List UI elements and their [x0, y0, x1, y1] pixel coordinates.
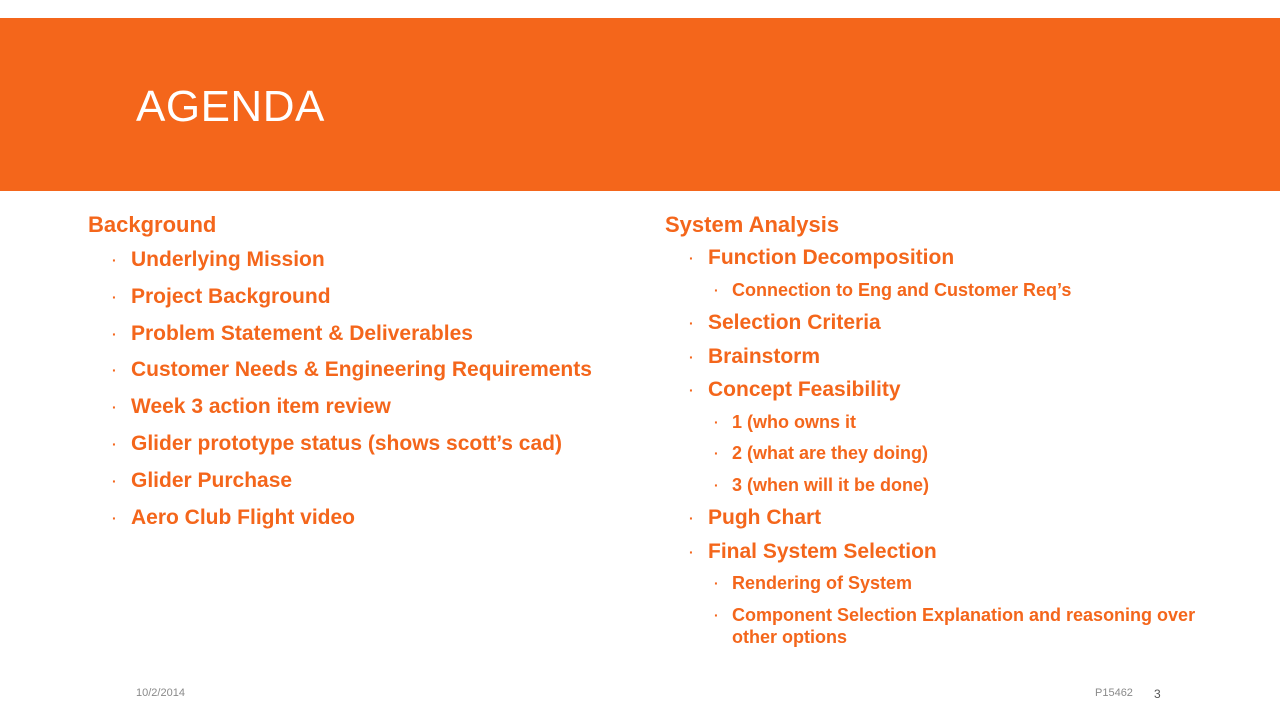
- bullet-icon: ·: [689, 510, 694, 526]
- bullet-icon: ·: [112, 362, 117, 379]
- bullet-icon: ·: [714, 281, 719, 298]
- bullet-icon: ·: [112, 472, 117, 489]
- agenda-subitem-label: Component Selection Explanation and reasoning over other options: [732, 604, 1196, 647]
- agenda-item-label: Function Decomposition: [708, 246, 955, 269]
- agenda-item-label: Final System Selection: [708, 539, 937, 563]
- agenda-item-label: Selection Criteria: [708, 311, 881, 334]
- background-heading: Background: [88, 212, 217, 237]
- agenda-item: [665, 377, 1245, 403]
- agenda-item-label: Glider Purchase: [131, 468, 293, 492]
- agenda-item-label: Customer Needs & Engineering Requirements: [131, 358, 592, 382]
- bullet-icon: ·: [112, 435, 117, 452]
- agenda-subitem-label: Connection to Eng and Customer Req’s: [732, 279, 1072, 300]
- agenda-item-label: Aero Club Flight video: [131, 505, 355, 529]
- agenda-subitem-label: 2 (what are they doing): [732, 443, 929, 463]
- agenda-subitem-label: 1 (who owns it: [732, 411, 856, 432]
- agenda-item: [88, 505, 648, 531]
- agenda-item: [665, 539, 1245, 565]
- bullet-icon: ·: [689, 250, 694, 266]
- agenda-item: [88, 357, 648, 383]
- bullet-icon: ·: [714, 575, 719, 591]
- bullet-icon: ·: [112, 288, 117, 305]
- agenda-item: [665, 310, 1245, 336]
- bullet-icon: ·: [112, 252, 117, 268]
- bullet-icon: ·: [689, 543, 694, 560]
- bullet-icon: ·: [714, 476, 719, 493]
- agenda-item: [88, 431, 648, 457]
- bullet-icon: ·: [689, 382, 694, 398]
- agenda-item: [88, 394, 648, 420]
- agenda-subitem: [665, 411, 1245, 433]
- background-column: [88, 211, 648, 541]
- agenda-item-label: Project Background: [131, 284, 331, 308]
- agenda-item: [665, 344, 1245, 370]
- system-analysis-heading: System Analysis: [665, 212, 840, 237]
- agenda-item: [88, 284, 648, 310]
- agenda-item-label: Glider prototype status (shows scott’s cad): [131, 431, 562, 455]
- footer-date: 10/2/2014: [136, 687, 185, 699]
- system-analysis-column: [665, 211, 1245, 657]
- slide-title: AGENDA: [136, 82, 325, 131]
- agenda-item-label: Concept Feasibility: [708, 378, 901, 401]
- agenda-item: [88, 321, 648, 347]
- agenda-subitem-label: Rendering of System: [732, 573, 913, 593]
- bullet-icon: ·: [714, 606, 719, 623]
- page-number: 3: [1154, 687, 1161, 701]
- agenda-subitem: [665, 442, 1245, 464]
- bullet-icon: ·: [112, 325, 117, 342]
- footer-project-code: P15462: [1095, 687, 1133, 699]
- agenda-item-label: Problem Statement & Deliverables: [131, 321, 473, 345]
- bullet-icon: ·: [689, 348, 694, 365]
- agenda-item: [88, 247, 648, 273]
- agenda-item-label: Week 3 action item review: [131, 395, 391, 419]
- agenda-subitem-label: 3 (when will it be done): [732, 474, 930, 495]
- agenda-item: [665, 245, 1245, 271]
- agenda-item: [88, 468, 648, 494]
- bullet-icon: ·: [112, 399, 117, 416]
- bullet-icon: ·: [714, 445, 719, 461]
- agenda-subitem: [665, 474, 1245, 496]
- agenda-subitem: [665, 279, 1245, 301]
- bullet-icon: ·: [714, 413, 719, 430]
- agenda-item: [665, 505, 1245, 531]
- bullet-icon: ·: [689, 315, 694, 331]
- agenda-item-label: Pugh Chart: [708, 506, 822, 529]
- agenda-item-label: Underlying Mission: [131, 248, 325, 271]
- agenda-subitem: [665, 572, 1245, 594]
- agenda-subitem: [665, 604, 1245, 648]
- agenda-item-label: Brainstorm: [708, 344, 821, 368]
- bullet-icon: ·: [112, 509, 117, 526]
